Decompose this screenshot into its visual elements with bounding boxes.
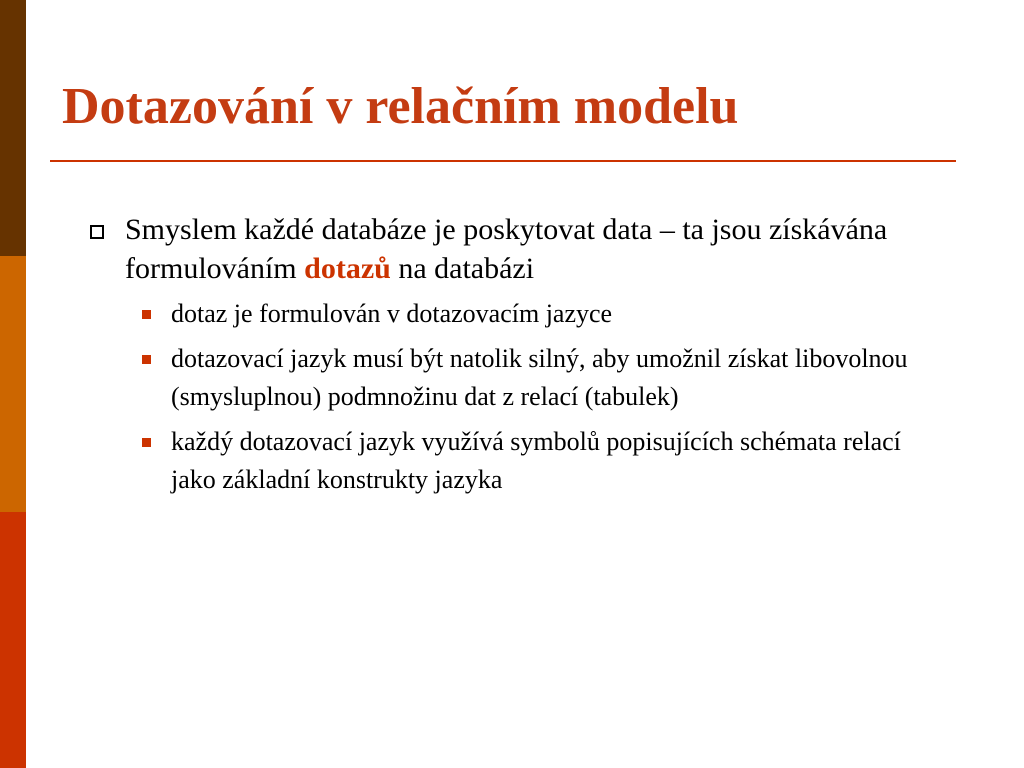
filled-square-icon [142, 310, 151, 319]
sub-bullet-text: dotazovací jazyk musí být natolik silný, aby umožnil získat libovolnou (smysluplnou) podmnožinu dat z relací (tabulek) [171, 344, 908, 411]
main-bullet-text-end: na databázi [390, 252, 535, 285]
hollow-square-icon [90, 225, 104, 239]
sub-bullet [139, 340, 948, 416]
sidebar-segment-top [0, 0, 26, 256]
sub-bullet [139, 295, 948, 333]
sidebar-segment-middle [0, 256, 26, 512]
sub-bullet-text: každý dotazovací jazyk využívá symbolů popisujících schémata relací jako základní konstrukty jazyka [171, 427, 901, 494]
filled-square-icon [142, 355, 151, 364]
sub-bullet [139, 423, 948, 499]
main-bullet-text: Smyslem každé databáze je poskytovat data – ta jsou získávána formulováním [125, 213, 888, 285]
sub-bullet-list [88, 295, 948, 499]
title-divider [50, 160, 956, 162]
main-bullet [88, 210, 948, 288]
slide-content [88, 210, 948, 499]
sub-bullet-text: dotaz je formulován v dotazovacím jazyce [171, 299, 613, 328]
main-bullet-emphasis: dotazů [304, 252, 391, 285]
filled-square-icon [142, 438, 151, 447]
slide-title: Dotazování v relačním modelu [62, 78, 739, 135]
sidebar-segment-bottom [0, 512, 26, 768]
